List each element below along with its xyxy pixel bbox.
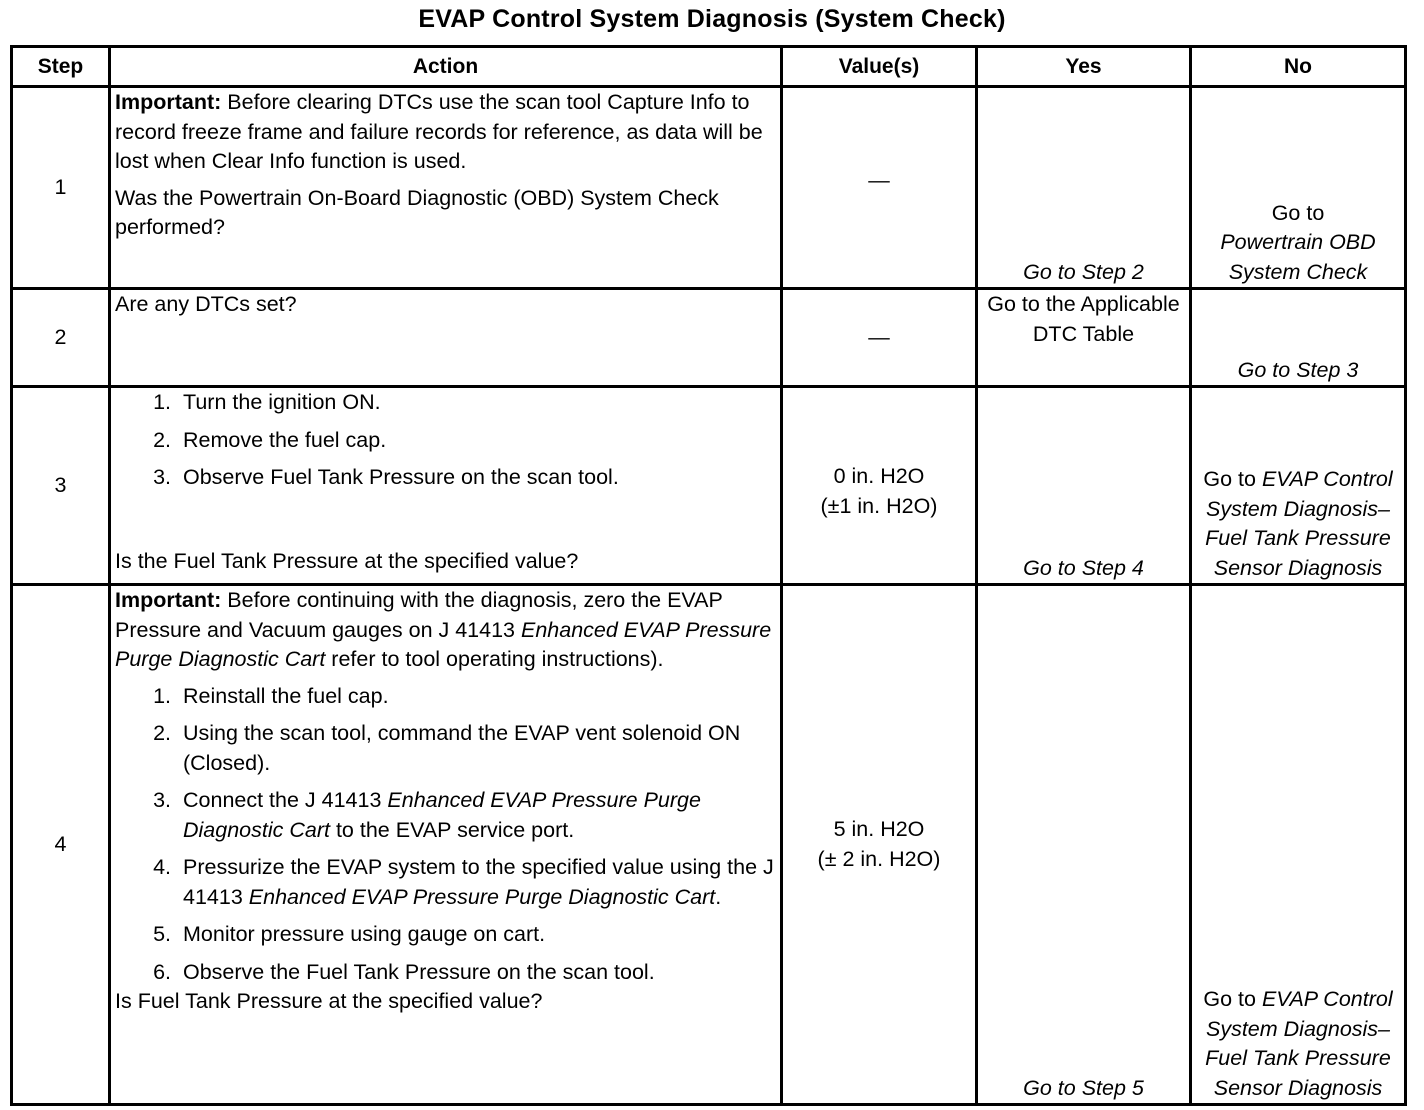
value-cell: — [782,87,977,289]
yes-cell[interactable] [977,87,1191,289]
value-line-2: (±1 in. H2O) [820,493,938,518]
list-item: 1. Reinstall the fuel cap. [177,682,776,712]
action-question: Was the Powertrain On-Board Diagnostic (OBD) System Check performed? [115,185,719,239]
header-values: Value(s) [782,47,977,87]
important-label: Important: [115,90,222,114]
important-text: Before clearing DTCs use the scan tool Capture Info to record freeze frame and failure records for reference, as data will be lost when Clear Info function is used. [115,90,763,173]
step-number: 1 [12,87,110,289]
action-cell [110,387,782,585]
header-step: Step [12,47,110,87]
value-cell [782,387,977,585]
list-item: 5. Monitor pressure using gauge on cart. [177,920,776,950]
step-number: 2 [12,289,110,387]
header-no: No [1191,47,1406,87]
no-prefix: Go to [1203,467,1256,491]
no-link[interactable]: Go to Step 3 [1237,357,1359,382]
important-text: Before continuing with the diagnosis, zero the EVAP Pressure and Vacuum gauges on J 41413 [115,588,723,642]
value-line-2: (± 2 in. H2O) [817,846,941,871]
list-item [177,786,776,845]
list-item: 2. Remove the fuel cap. [177,426,776,456]
important-text-end: refer to tool operating instructions). [325,647,664,671]
action-cell [110,87,782,289]
action-question: Is the Fuel Tank Pressure at the specified value? [115,548,579,573]
yes-cell[interactable] [977,289,1191,387]
value-line-1: 5 in. H2O [833,817,925,841]
yes-cell[interactable] [977,387,1191,585]
list-item: 2. Using the scan tool, command the EVAP vent solenoid ON (Closed). [177,719,776,778]
important-note [115,586,776,675]
procedure-list [115,682,776,988]
no-cell[interactable] [1191,289,1406,387]
value-cell [782,585,977,1105]
yes-cell[interactable] [977,585,1191,1105]
table-row [12,585,1406,1105]
yes-link[interactable]: Go to Step 2 [1023,259,1144,284]
diagnosis-table [10,45,1407,1106]
yes-link[interactable]: Go to Step 4 [1023,555,1144,580]
step-text: Connect the J 41413 [183,788,388,812]
tool-name: Enhanced EVAP Pressure Purge Diagnostic Cart [248,884,716,909]
tool-name: Enhanced EVAP Pressure Purge Diagnostic Cart [115,617,772,671]
no-link[interactable]: EVAP Control System Diagnosis–Fuel Tank Pressure Sensor Diagnosis [1205,467,1393,580]
yes-link[interactable]: Go to Step 5 [1023,1075,1144,1100]
no-cell[interactable] [1191,387,1406,585]
value-line-1: 0 in. H2O [833,464,925,488]
step-text-end: to the EVAP service port. [329,817,575,842]
action-question: Is Fuel Tank Pressure at the specified value? [115,989,543,1013]
no-prefix: Go to [1203,987,1256,1011]
step-number: 4 [12,585,110,1105]
no-link[interactable]: Powertrain OBD System Check [1220,230,1376,284]
important-label: Important: [115,588,222,612]
list-item: 3. Observe Fuel Tank Pressure on the scan tool. [177,463,776,493]
header-yes: Yes [977,47,1191,87]
value-cell: — [782,289,977,387]
important-note [115,88,776,177]
header-action: Action [110,47,782,87]
no-prefix: Go to [1271,200,1325,225]
list-item: 1. Turn the ignition ON. [177,388,776,418]
step-text: Pressurize the EVAP system to the specified value using the J 41413 [183,855,774,909]
table-row [12,87,1406,289]
action-cell [110,289,782,387]
tool-name: Enhanced EVAP Pressure Purge Diagnostic Cart [183,788,701,842]
procedure-list [115,388,776,501]
no-link[interactable]: EVAP Control System Diagnosis–Fuel Tank Pressure Sensor Diagnosis [1205,987,1393,1100]
list-item [177,853,776,912]
yes-link[interactable]: Go to the Applicable DTC Table [987,292,1180,346]
step-text-end: . [715,884,722,909]
table-row [12,387,1406,585]
step-number: 3 [12,387,110,585]
action-question: Are any DTCs set? [115,292,297,316]
action-cell [110,585,782,1105]
no-cell[interactable] [1191,87,1406,289]
table-row [12,289,1406,387]
header-row [12,47,1406,87]
list-item: 6. Observe the Fuel Tank Pressure on the scan tool. [177,958,776,988]
no-cell[interactable] [1191,585,1406,1105]
page-title: EVAP Control System Diagnosis (System Check) [418,5,1006,33]
